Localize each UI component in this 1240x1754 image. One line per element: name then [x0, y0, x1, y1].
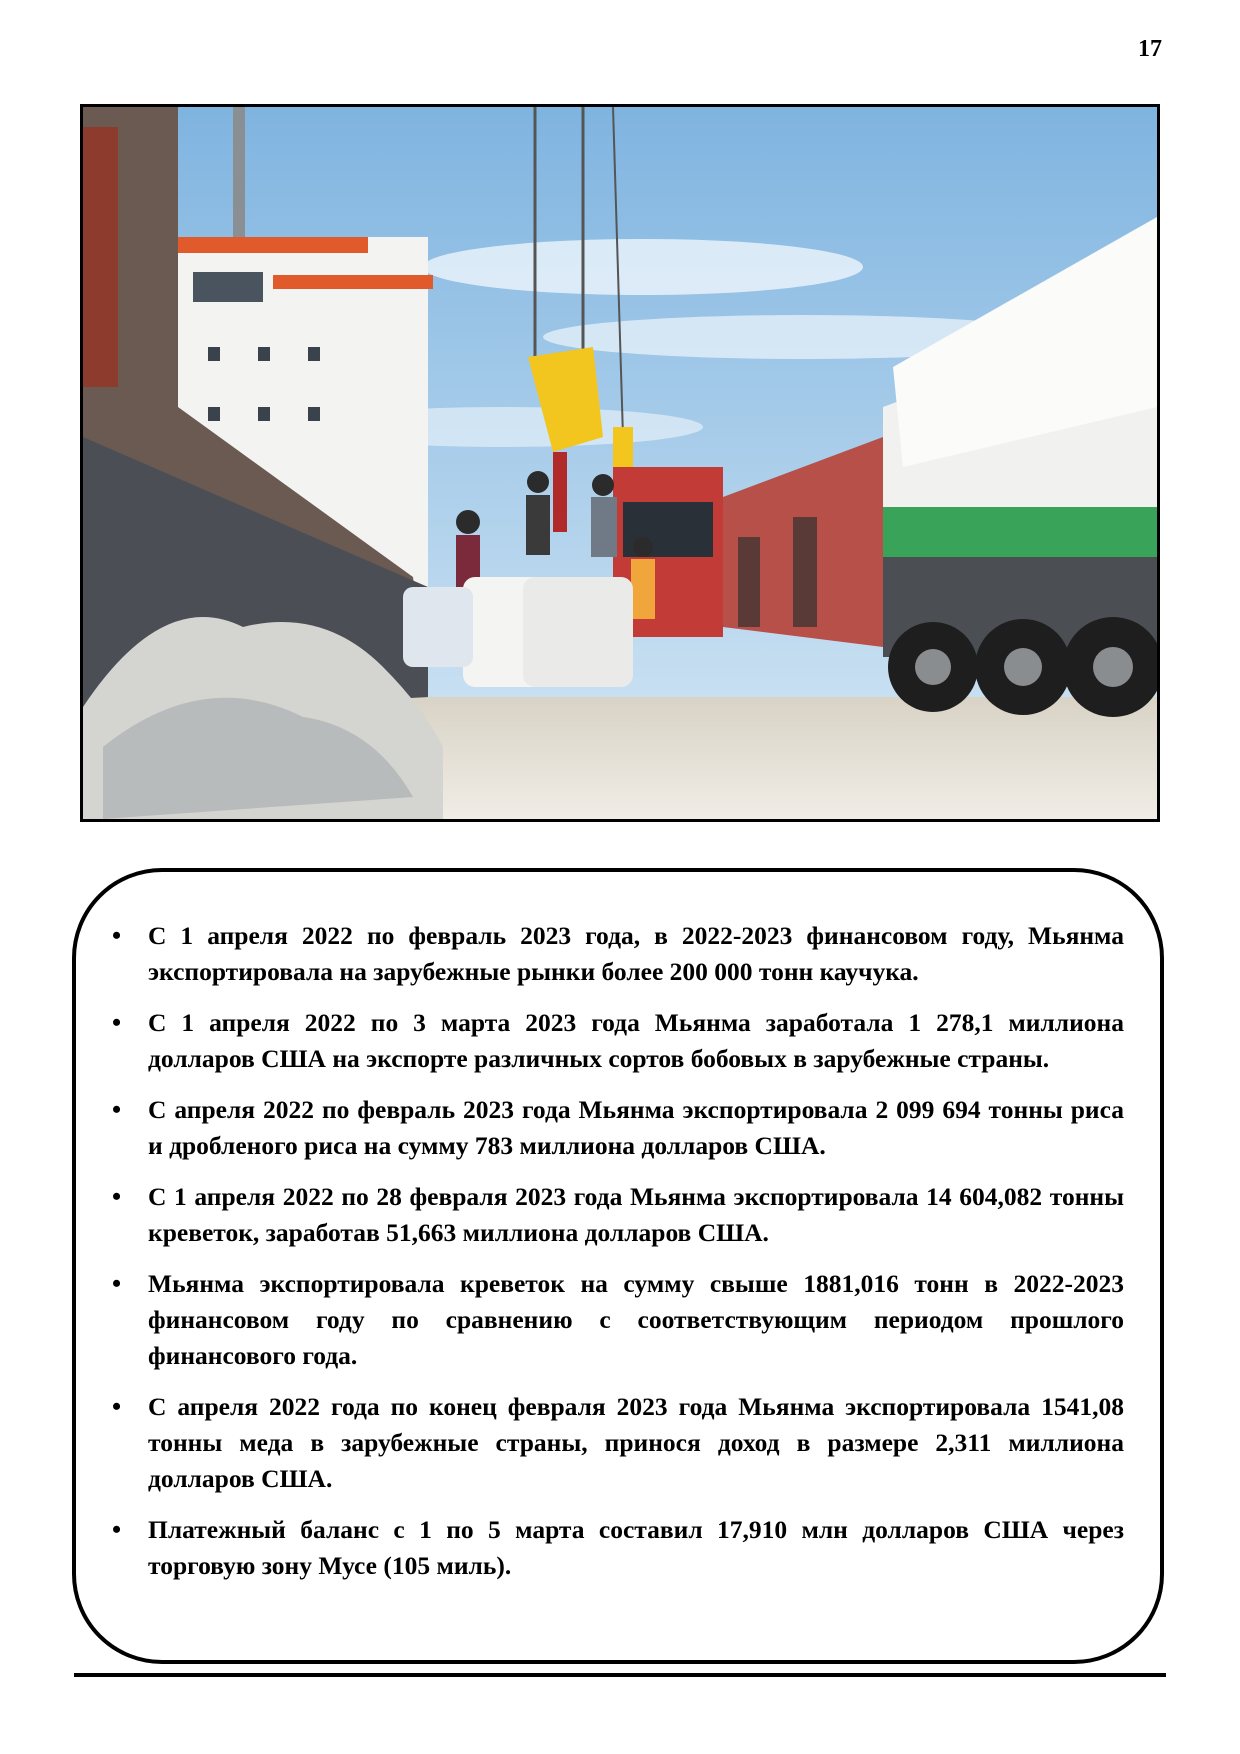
list-item: • С 1 апреля 2022 по 3 марта 2023 года Мьянма заработала 1 278,1 миллиона долларов США на экспорте различных сортов бобовых в зарубежные страны.: [148, 1005, 1124, 1077]
page-number: 17: [1138, 36, 1162, 62]
list-item: • Мьянма экспортировала креветок на сумму свыше 1881,016 тонн в 2022-2023 финансовом году по сравнению с соответствующим периодом прошлого финансового года.: [148, 1266, 1124, 1374]
list-item: • С 1 апреля 2022 по 28 февраля 2023 года Мьянма экспортировала 14 604,082 тонны креветок, заработав 51,663 миллиона долларов США.: [148, 1179, 1124, 1251]
list-item: • С 1 апреля 2022 по февраль 2023 года, в 2022-2023 финансовом году, Мьянма экспортировала на зарубежные рынки более 200 000 тонн каучука.: [148, 918, 1124, 990]
footer-divider: [74, 1673, 1166, 1677]
list-item: • Платежный баланс с 1 по 5 марта составил 17,910 млн долларов США через торговую зону Мусе (105 миль).: [148, 1512, 1124, 1584]
list-item: • С апреля 2022 по февраль 2023 года Мьянма экспортировала 2 099 694 тонны риса и дробленого риса на сумму 783 миллиона долларов США.: [148, 1092, 1124, 1164]
list-item: • С апреля 2022 года по конец февраля 2023 года Мьянма экспортировала 1541,08 тонны меда в зарубежные страны, принося доход в размере 2,311 миллиона долларов США.: [148, 1389, 1124, 1497]
cargo-port-photo: [80, 104, 1160, 822]
export-facts-list: [148, 918, 1124, 1599]
port-scene-illustration: [83, 107, 1157, 819]
